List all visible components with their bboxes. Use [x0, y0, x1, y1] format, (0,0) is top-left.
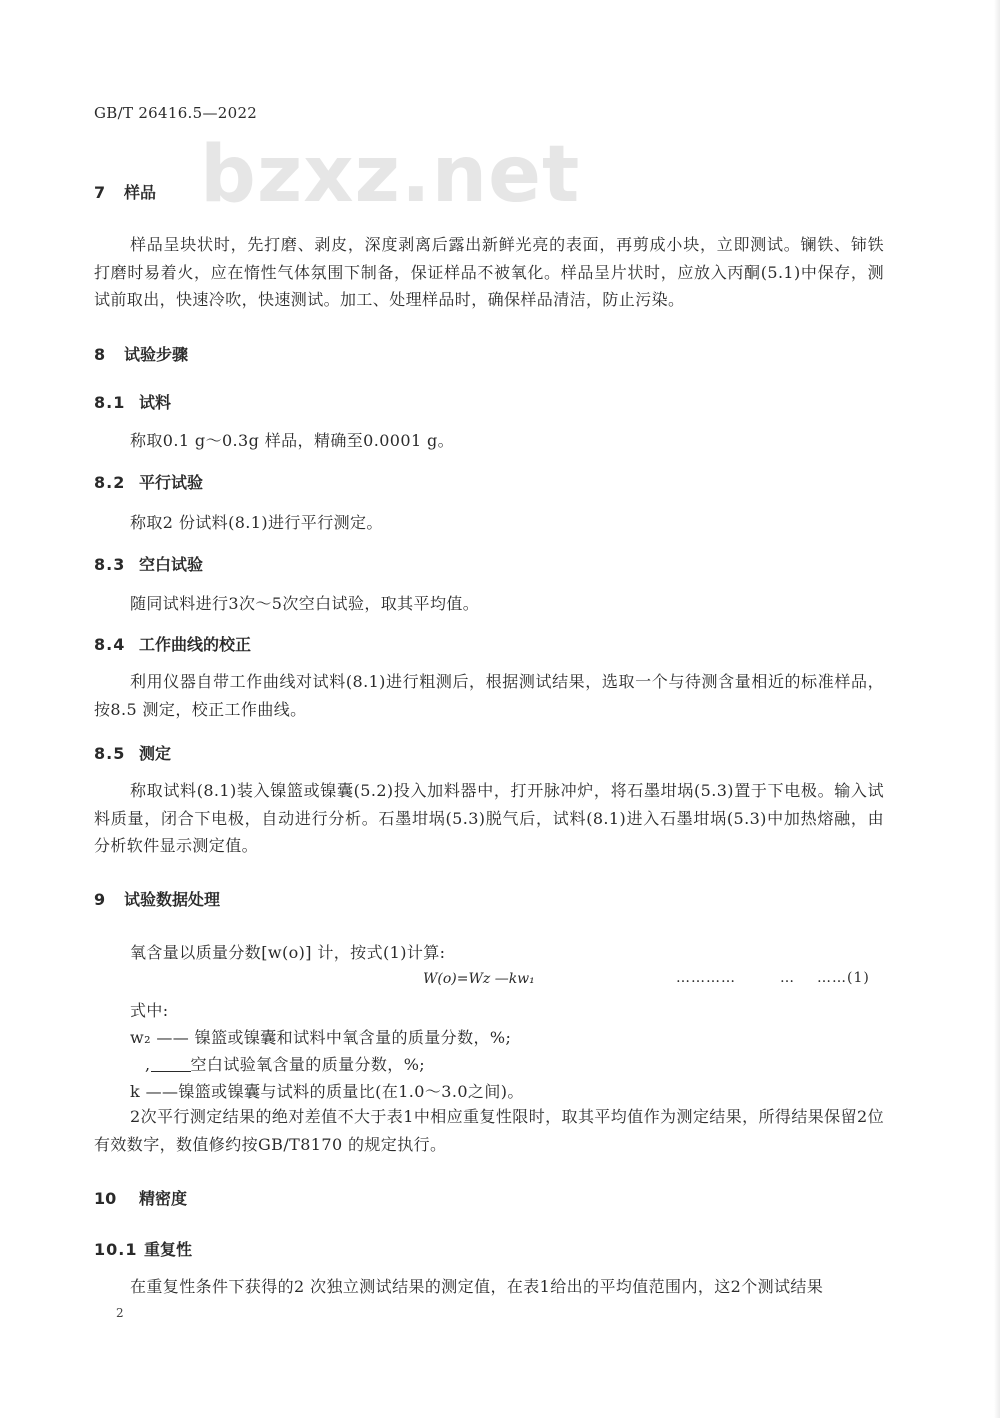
section-8-2-paragraph: 称取2 份试料(8.1)进行平行测定。	[130, 513, 383, 532]
section-8-1-heading	[94, 390, 171, 413]
formula-leader-dots: …	[780, 970, 795, 986]
symbol-placeholder: ,	[145, 1055, 151, 1074]
section-number: 9	[94, 890, 106, 909]
section-8-1-paragraph: 称取0.1 g～0.3g 样品，精确至0.0001 g。	[130, 431, 455, 450]
symbol-definition: k ——镍篮或镍囊与试料的质量比(在1.0～3.0之间)。	[130, 1082, 524, 1101]
section-title: 试料	[139, 393, 172, 412]
definition-text: 空白试验氧含量的质量分数，%;	[190, 1055, 426, 1074]
page-number: 2	[116, 1306, 124, 1320]
section-number: 8.1	[94, 393, 126, 412]
section-title: 试验步骤	[124, 345, 189, 364]
section-8-heading	[94, 342, 188, 365]
dash-line	[151, 1057, 191, 1072]
section-8-5-heading	[94, 741, 171, 764]
section-number: 10	[94, 1189, 117, 1208]
section-7-heading	[94, 180, 156, 203]
section-8-4-paragraph: 利用仪器自带工作曲线对试料(8.1)进行粗测后，根据测试结果，选取一个与待测含量相近的标准样品，按8.5 测定，校正工作曲线。	[94, 672, 884, 719]
where-label: 式中:	[130, 1001, 169, 1020]
formula-leader-dots: …………	[676, 970, 736, 986]
section-10-1-paragraph: 在重复性条件下获得的2 次独立测试结果的测定值，在表1给出的平均值范围内，这2个测试结果	[130, 1277, 824, 1296]
section-8-4-heading	[94, 632, 251, 655]
section-8-3-paragraph: 随同试料进行3次～5次空白试验，取其平均值。	[130, 594, 480, 613]
page-edge-shadow	[994, 0, 1000, 1418]
section-number: 10.1	[94, 1240, 138, 1259]
section-number: 8.5	[94, 744, 126, 763]
section-number: 8.4	[94, 635, 126, 654]
section-8-3-heading	[94, 552, 203, 575]
section-title: 测定	[139, 744, 172, 763]
section-8-5-paragraph: 称取试料(8.1)装入镍篮或镍囊(5.2)投入加料器中，打开脉冲炉，将石墨坩埚(5.3)置于下电极。输入试料质量，闭合下电极，自动进行分析。石墨坩埚(5.3)脱气后，试料(8.1)进入石墨坩埚(5.3)中加热熔融，由分析软件显示测定值。	[94, 781, 884, 855]
symbol-definition: w₂ —— 镍篮或镍囊和试料中氧含量的质量分数，%;	[130, 1028, 512, 1047]
section-7-paragraph: 样品呈块状时，先打磨、剥皮，深度剥离后露出新鲜光亮的表面，再剪成小块，立即测试。镧铁、铈铁打磨时易着火，应在惰性气体氛围下制备，保证样品不被氧化。样品呈片状时，应放入丙酮(5.1)中保存，测试前取出，快速冷吹，快速测试。加工、处理样品时，确保样品清洁，防止污染。	[94, 235, 884, 309]
section-8-2-heading	[94, 470, 203, 493]
standard-number-header: GB/T 26416.5—2022	[94, 104, 258, 122]
section-10-1-heading	[94, 1237, 192, 1260]
section-number: 8	[94, 345, 106, 364]
formula: W(o)=Wz —kw₁	[423, 971, 535, 987]
section-9-heading	[94, 887, 220, 910]
section-title: 试验数据处理	[124, 890, 221, 909]
section-number: 8.2	[94, 473, 126, 492]
section-title: 重复性	[144, 1240, 193, 1259]
section-title: 平行试验	[139, 473, 204, 492]
equation-number: ……(1)	[817, 970, 870, 986]
section-title: 精密度	[139, 1189, 188, 1208]
section-title: 工作曲线的校正	[139, 635, 252, 654]
result-paragraph: 2次平行测定结果的绝对差值不大于表1中相应重复性限时，取其平均值作为测定结果，所得结果保留2位有效数字，数值修约按GB/T8170 的规定执行。	[94, 1107, 884, 1154]
watermark: bzxz.net	[200, 130, 581, 220]
section-10-heading	[94, 1186, 187, 1209]
section-title: 空白试验	[139, 555, 204, 574]
formula-intro: 氧含量以质量分数[w(o)] 计，按式(1)计算:	[130, 943, 446, 962]
section-number: 7	[94, 183, 106, 202]
section-number: 8.3	[94, 555, 126, 574]
section-title: 样品	[124, 183, 157, 202]
symbol-definition	[145, 1052, 425, 1075]
